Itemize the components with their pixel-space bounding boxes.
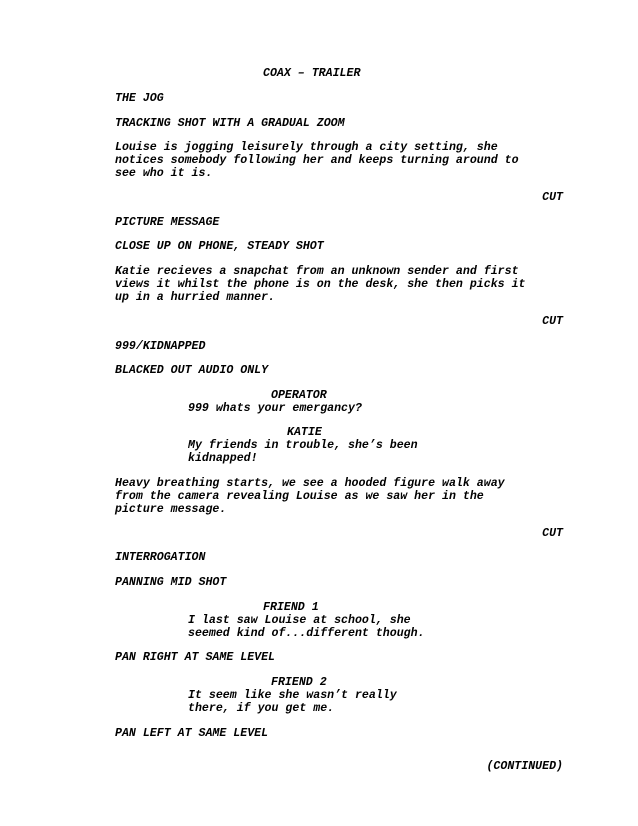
shot-direction: PANNING MID SHOT (115, 576, 227, 589)
script-title: COAX – TRAILER (263, 67, 361, 80)
dialogue-line: It seem like she wasn’t really (188, 689, 397, 702)
dialogue-line: kidnapped! (188, 452, 258, 465)
character-name: KATIE (287, 426, 322, 439)
shot-direction: CLOSE UP ON PHONE, STEADY SHOT (115, 240, 324, 253)
action-line: up in a hurried manner. (115, 291, 276, 304)
scene-heading: THE JOG (115, 92, 164, 105)
scene-heading: PICTURE MESSAGE (115, 216, 220, 229)
scene-heading: INTERROGATION (115, 551, 206, 564)
dialogue-line: I last saw Louise at school, she (188, 614, 411, 627)
shot-direction: BLACKED OUT AUDIO ONLY (115, 364, 269, 377)
scene-heading: 999/KIDNAPPED (115, 340, 206, 353)
action-line: Heavy breathing starts, we see a hooded figure walk away (115, 477, 505, 490)
character-name: FRIEND 1 (263, 601, 319, 614)
camera-direction: PAN LEFT AT SAME LEVEL (115, 727, 269, 740)
action-line: views it whilst the phone is on the desk, she then picks it (115, 278, 526, 291)
transition-cut: CUT (542, 315, 563, 328)
dialogue-line: there, if you get me. (188, 702, 335, 715)
transition-cut: CUT (542, 527, 563, 540)
action-line: Louise is jogging leisurely through a city setting, she (115, 141, 498, 154)
character-name: OPERATOR (271, 389, 327, 402)
transition-cut: CUT (542, 191, 563, 204)
action-line: picture message. (115, 503, 227, 516)
dialogue-line: 999 whats your emergancy? (188, 402, 362, 415)
shot-direction: TRACKING SHOT WITH A GRADUAL ZOOM (115, 117, 345, 130)
action-line: see who it is. (115, 167, 213, 180)
action-line: notices somebody following her and keeps turning around to (115, 154, 519, 167)
dialogue-line: My friends in trouble, she’s been (188, 439, 418, 452)
dialogue-line: seemed kind of...different though. (188, 627, 425, 640)
action-line: from the camera revealing Louise as we saw her in the (115, 490, 484, 503)
camera-direction: PAN RIGHT AT SAME LEVEL (115, 651, 276, 664)
character-name: FRIEND 2 (271, 676, 327, 689)
action-line: Katie recieves a snapchat from an unknown sender and first (115, 265, 519, 278)
continued-marker: (CONTINUED) (486, 760, 563, 773)
